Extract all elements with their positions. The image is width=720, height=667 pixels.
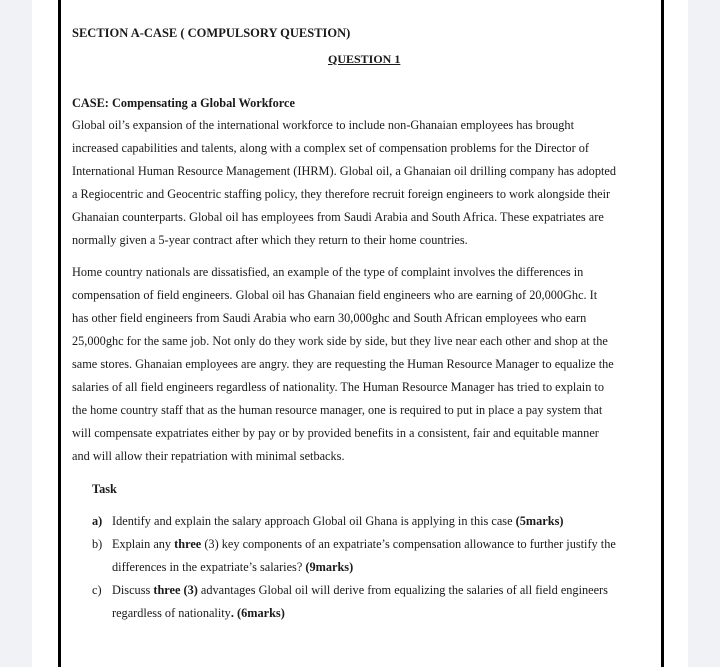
paragraph-line: compensation of field engineers. Global oil has Ghanaian field engineers who are earning of 20,000Ghc. It — [72, 288, 598, 302]
task-item-b — [92, 533, 662, 579]
task-text: Identify and explain the salary approach Global oil Ghana is applying in this case — [112, 514, 516, 528]
paragraph-line: increased capabilities and talents, along with a complex set of compensation problems for the Director of — [72, 141, 589, 155]
task-text: advantages Global oil will derive from equalizing the salaries of all field engineers — [197, 583, 608, 597]
case-title: CASE: Compensating a Global Workforce — [72, 96, 295, 110]
task-item-a — [92, 510, 662, 533]
question-title: QUESTION 1 — [328, 52, 401, 66]
task-line — [112, 510, 662, 533]
paragraph-line: normally given a 5-year contract after which they return to their home countries. — [72, 233, 468, 247]
paragraph-line: a Regiocentric and Geocentric staffing policy, they therefore recruit foreign engineers to work alongside their — [72, 187, 611, 201]
task-text: Discuss — [112, 583, 154, 597]
task-line — [112, 602, 662, 625]
document-page — [32, 0, 688, 667]
section-heading: SECTION A-CASE ( COMPULSORY QUESTION) — [72, 26, 351, 40]
marks-label: (9marks) — [305, 560, 354, 574]
task-text: Explain any — [112, 537, 175, 551]
marks-label: (5marks) — [515, 514, 564, 528]
task-block — [92, 478, 662, 625]
paragraph-line: Ghanaian counterparts. Global oil has employees from Saudi Arabia and South Africa. These expatriates are — [72, 210, 604, 224]
list-marker: c) — [92, 583, 102, 597]
paragraph-line: International Human Resource Management (IHRM). Global oil, a Ghanaian oil drilling company has adopted — [72, 164, 616, 178]
task-title: Task — [92, 482, 117, 496]
list-marker: b) — [92, 537, 103, 551]
marks-label: . (6marks) — [230, 606, 285, 620]
emphasis-text: three (3) — [153, 583, 198, 597]
paragraph-line: and will allow their repatriation with minimal setbacks. — [72, 449, 345, 463]
case-paragraph-1 — [72, 114, 664, 252]
list-marker: a) — [92, 514, 103, 528]
task-text: regardless of nationality — [112, 606, 231, 620]
paragraph-line: same stores. Ghanaian employees are angry. they are requesting the Human Resource Manager to equalize the — [72, 357, 614, 371]
paragraph-line: has other field engineers from Saudi Arabia who earn 30,000ghc and South African employees who earn — [72, 311, 587, 325]
paragraph-line: the home country staff that as the human resource manager, one is required to put in place a pay system that — [72, 403, 603, 417]
emphasis-text: three — [174, 537, 202, 551]
task-line — [112, 579, 662, 602]
paragraph-line: salaries of all field engineers regardless of nationality. The Human Resource Manager has tried to explain to — [72, 380, 605, 394]
case-paragraph-2 — [72, 261, 664, 468]
case-block — [72, 92, 664, 252]
paragraph-line: Home country nationals are dissatisfied, an example of the type of complaint involves the differences in — [72, 265, 584, 279]
task-line — [112, 533, 662, 556]
paragraph-line: will compensate expatriates either by pay or by provided benefits in a consistent, fair and equitable manner — [72, 426, 599, 440]
task-item-c — [92, 579, 662, 625]
task-text: (3) key components of an expatriate’s compensation allowance to further justify the — [201, 537, 616, 551]
paragraph-line: 25,000ghc for the same job. Not only do they work side by side, but they live near each other and shop at the — [72, 334, 608, 348]
task-line — [112, 556, 662, 579]
task-text: differences in the expatriate’s salaries? — [112, 560, 306, 574]
paragraph-line: Global oil’s expansion of the international workforce to include non-Ghanaian employees has brought — [72, 118, 574, 132]
